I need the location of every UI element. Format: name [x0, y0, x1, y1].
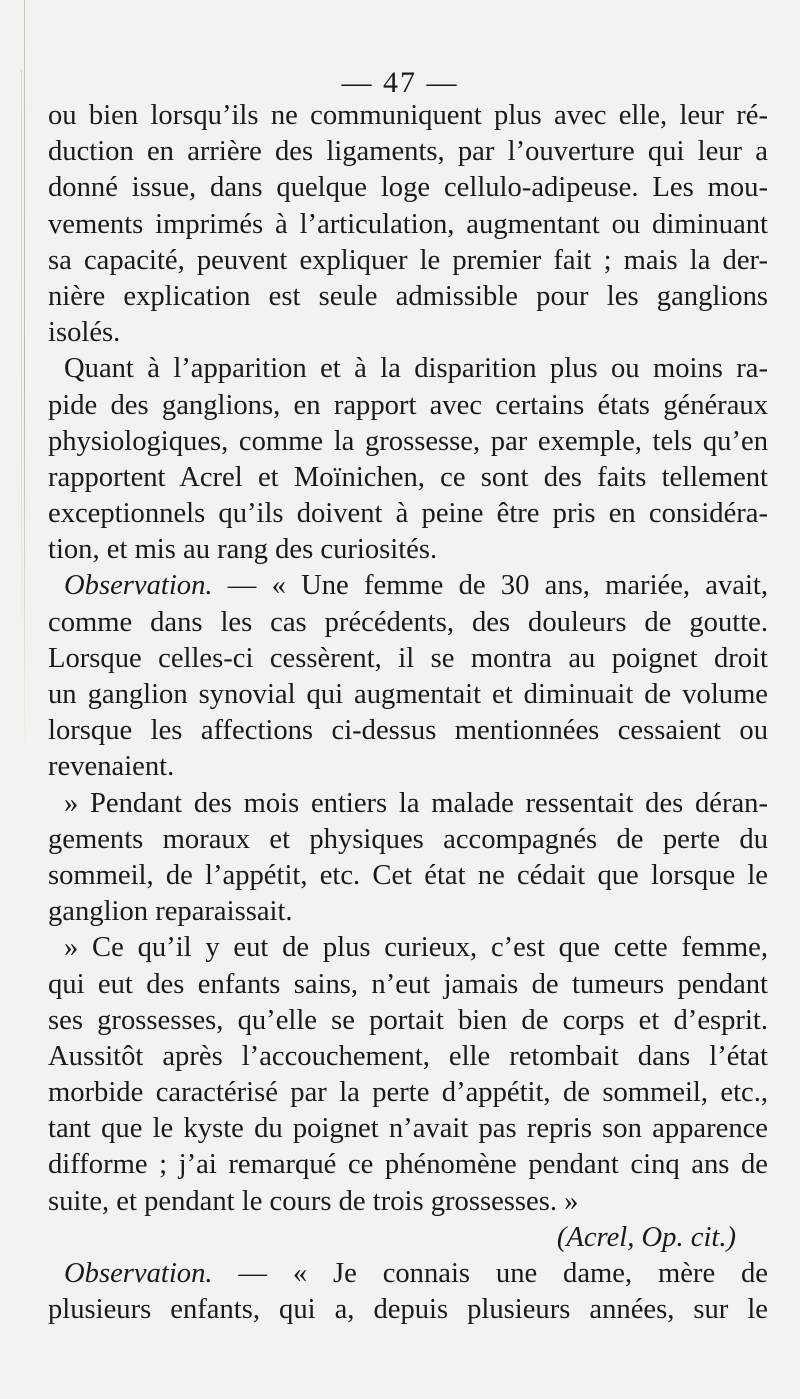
text-line: sa capacité, peuvent expliquer le premier fait ; mais la der- — [48, 244, 768, 276]
observation-label: Observation. — [64, 1258, 213, 1289]
text-line: ganglion reparaissait. — [48, 896, 293, 928]
page-edge-line — [21, 70, 22, 650]
text-line: ou bien lorsqu’ils ne communiquent plus avec elle, leur ré- — [48, 100, 768, 131]
observation-2 — [48, 1256, 768, 1328]
text-line: un ganglion synovial qui augmentait et diminuait de volume — [48, 679, 768, 710]
text-line: isolés. — [48, 317, 121, 349]
text-line: exceptionnels qu’ils doivent à peine être pris en considéra- — [48, 498, 768, 530]
text-line: suite, et pendant le cours de trois grossesses. » — [48, 1185, 579, 1217]
citation — [48, 1220, 768, 1256]
observation-text: — « Une femme de 30 ans, mariée, avait, — [212, 570, 768, 602]
text-line: vements imprimés à l’articulation, augmentant ou diminuant — [48, 208, 768, 240]
text-line: revenaient. — [48, 751, 175, 783]
text-line: duction en arrière des ligaments, par l’ouverture qui leur a — [48, 136, 768, 168]
observation-text: — « Je connais une dame, mère de — [212, 1258, 768, 1289]
page-edge-line — [24, 0, 25, 760]
paragraph-1 — [48, 98, 768, 351]
paragraph-4 — [48, 930, 768, 1220]
paragraph-2 — [48, 351, 768, 568]
text-line: ses grossesses, qu’elle se portait bien de corps et d’esprit. — [48, 1004, 768, 1036]
text-line: sommeil, de l’appétit, etc. Cet état ne cédait que lorsque le — [48, 859, 768, 891]
observation-label: Observation. — [64, 570, 213, 602]
text-line: physiologiques, comme la grossesse, par exemple, tels qu’en — [48, 425, 768, 457]
text-line: » Pendant des mois entiers la malade ressentait des déran- — [64, 787, 768, 819]
text-line: difforme ; j’ai remarqué ce phénomène pendant cinq ans de — [48, 1149, 768, 1181]
text-line — [48, 1256, 768, 1292]
text-line: donné issue, dans quelque loge cellulo-adipeuse. Les mou- — [48, 172, 768, 204]
text-line: comme dans les cas précédents, des douleurs de goutte. — [48, 606, 768, 638]
text-line: Lorsque celles-ci cessèrent, il se montra au poignet droit — [48, 642, 768, 674]
text-line: morbide caractérisé par la perte d’appétit, de sommeil, etc., — [48, 1077, 768, 1109]
text-line: tant que le kyste du poignet n’avait pas repris son apparence — [48, 1113, 768, 1145]
text-line: tion, et mis au rang des curiosités. — [48, 534, 438, 566]
body-text — [48, 98, 768, 1328]
paragraph-3 — [48, 786, 768, 931]
page-number: — 47 — — [341, 66, 459, 99]
text-line: rapportent Acrel et Moïnichen, ce sont des faits tellement — [48, 461, 768, 493]
text-line: pide des ganglions, en rapport avec certains états généraux — [48, 389, 768, 421]
text-line: nière explication est seule admissible pour les ganglions — [48, 280, 768, 312]
citation-text: (Acrel, Op. cit.) — [556, 1221, 736, 1253]
text-line: Aussitôt après l’accouchement, elle retombait dans l’état — [48, 1040, 768, 1072]
text-line: qui eut des enfants sains, n’eut jamais de tumeurs pendant — [48, 968, 768, 1000]
text-line: gements moraux et physiques accompagnés de perte du — [48, 823, 768, 855]
observation-1 — [48, 568, 768, 785]
text-line — [48, 568, 768, 604]
text-line: Quant à l’apparition et à la disparition plus ou moins ra- — [64, 353, 768, 385]
text-line: » Ce qu’il y eut de plus curieux, c’est que cette femme, — [64, 932, 768, 964]
text-line: lorsque les affections ci-dessus mentionnées cessaient ou — [48, 715, 768, 747]
text-line: plusieurs enfants, qui a, depuis plusieurs années, sur le — [48, 1294, 768, 1326]
